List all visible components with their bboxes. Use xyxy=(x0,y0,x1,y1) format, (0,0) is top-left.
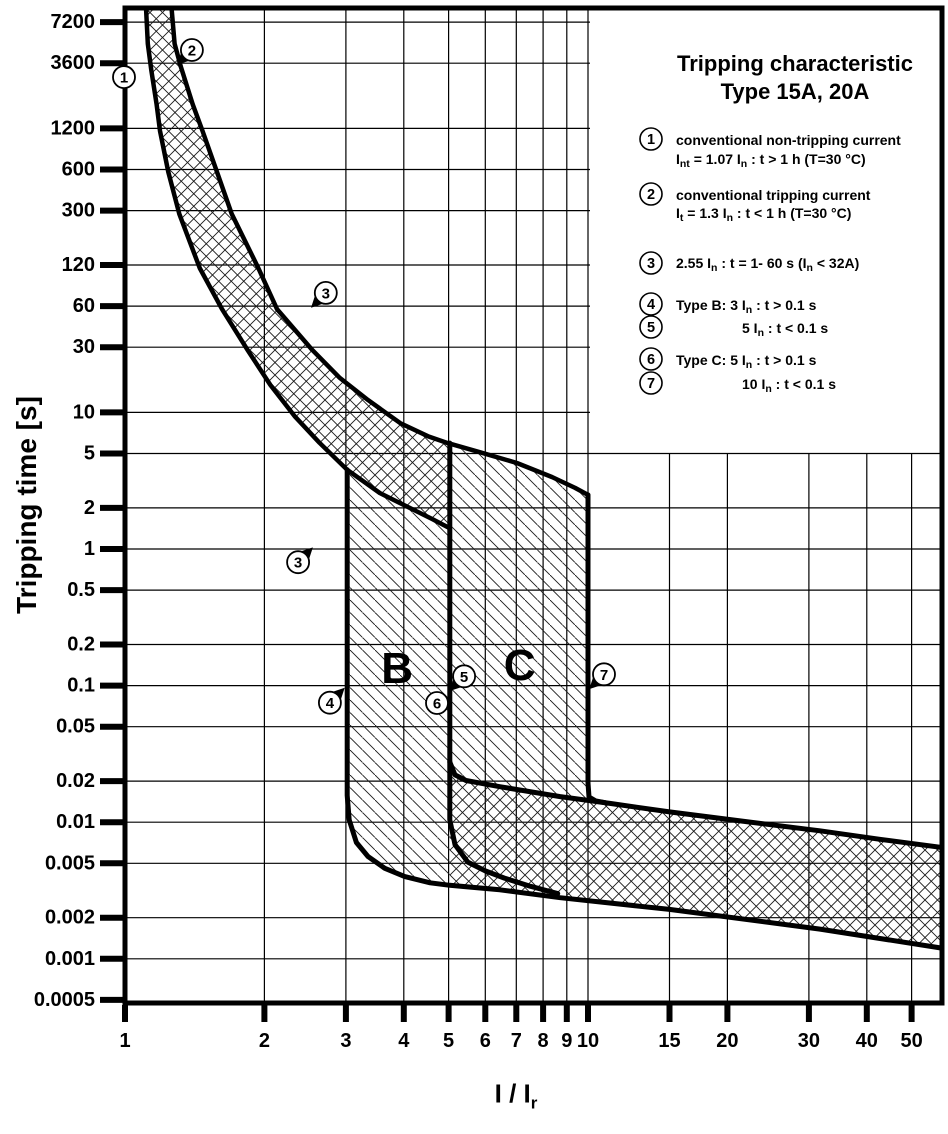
y-tick-label: 5 xyxy=(83,442,95,465)
y-tick-label: 0.005 xyxy=(44,852,95,875)
y-axis-title: Tripping time [s] xyxy=(11,396,42,614)
legend-marker-number: 7 xyxy=(646,376,656,392)
marker-number: 1 xyxy=(119,69,129,87)
y-tick-label: 10 xyxy=(72,401,95,424)
legend-marker-number: 4 xyxy=(646,297,656,313)
legend-marker-number: 3 xyxy=(646,256,656,272)
x-tick-label: 1 xyxy=(119,1030,131,1052)
y-tick-label: 2 xyxy=(83,496,95,519)
y-tick-label: 0.5 xyxy=(67,579,95,602)
y-tick-label: 30 xyxy=(72,336,95,359)
y-tick-label: 300 xyxy=(61,199,95,222)
x-tick-label: 20 xyxy=(716,1030,739,1052)
legend-item-text: 10 $I_n$ : t < 0.1 s xyxy=(742,376,836,395)
marker-number: 6 xyxy=(432,695,442,713)
x-tick-label: 3 xyxy=(340,1030,352,1052)
x-tick-label: 4 xyxy=(398,1030,410,1052)
y-tick-label: 0.1 xyxy=(67,674,95,697)
legend-item-text: 2.55 $I_n$ : t = 1- 60 s $(I_n < 32A)$ xyxy=(676,255,860,274)
region-label-b: B xyxy=(381,643,413,693)
x-tick-label: 40 xyxy=(855,1030,878,1052)
y-tick-label: 0.0005 xyxy=(33,988,95,1011)
marker-number: 3 xyxy=(293,554,303,572)
x-tick-label: 6 xyxy=(479,1030,491,1052)
y-tick-label: 600 xyxy=(61,158,95,181)
y-tick-label: 7200 xyxy=(50,11,95,34)
x-tick-label: 15 xyxy=(658,1030,681,1052)
x-tick-label: 30 xyxy=(797,1030,821,1052)
legend-item-text: conventional tripping current xyxy=(676,187,871,203)
marker-number: 7 xyxy=(599,666,609,684)
legend-marker-number: 1 xyxy=(646,132,656,148)
y-tick-label: 1200 xyxy=(50,117,95,140)
legend-item-text: conventional non-tripping current xyxy=(676,132,901,148)
legend-item-text: Type B: 3 $I_n$ : t > 0.1 s xyxy=(676,297,817,316)
legend-item-text: $I_t = 1.3$ $I_n$ : t < 1 h (T=30 °C) xyxy=(676,205,852,224)
x-axis-title xyxy=(495,1078,538,1113)
x-tick-label: 7 xyxy=(510,1030,522,1052)
y-tick-label: 0.05 xyxy=(56,715,95,738)
region-label-c: C xyxy=(503,641,536,690)
y-tick-label: 3600 xyxy=(50,52,95,75)
y-tick-label: 0.001 xyxy=(44,947,95,970)
y-tick-label: 1 xyxy=(83,538,95,560)
legend-title xyxy=(645,50,945,106)
legend-item-text: 5 $I_n$ : t < 0.1 s xyxy=(742,320,829,339)
marker-number: 2 xyxy=(187,42,197,60)
legend-item-text: Type C: 5 $I_n$ : t > 0.1 s xyxy=(676,352,817,371)
y-tick-label: 60 xyxy=(72,295,95,318)
x-tick-label: 50 xyxy=(900,1030,923,1052)
legend-marker-number: 2 xyxy=(646,187,656,203)
marker-number: 3 xyxy=(321,285,330,303)
legend-item-text: $I_{nt} = 1.07$ $I_n$ : t > 1 h (T=30 °C) xyxy=(676,151,866,170)
y-tick-label: 120 xyxy=(61,254,95,276)
x-tick-label: 5 xyxy=(443,1030,455,1052)
x-tick-label: 9 xyxy=(561,1030,573,1052)
marker-number: 4 xyxy=(325,695,335,713)
y-tick-label: 0.02 xyxy=(56,770,95,793)
y-tick-label: 0.002 xyxy=(44,906,95,929)
x-tick-label: 8 xyxy=(537,1030,549,1052)
marker-number: 5 xyxy=(459,668,469,686)
y-tick-label: 0.01 xyxy=(56,811,95,834)
legend-marker-number: 5 xyxy=(646,320,656,336)
x-tick-label: 10 xyxy=(576,1030,600,1052)
legend-title-line2: Type 15A, 20A xyxy=(720,79,870,104)
x-tick-label: 2 xyxy=(258,1030,270,1052)
x-axis-title-subscript: r xyxy=(530,1093,538,1113)
x-axis-title-main: I / I xyxy=(494,1078,531,1109)
y-tick-label: 0.2 xyxy=(67,633,95,656)
legend-marker-number: 6 xyxy=(646,352,656,368)
legend-title-line1: Tripping characteristic xyxy=(677,51,913,76)
